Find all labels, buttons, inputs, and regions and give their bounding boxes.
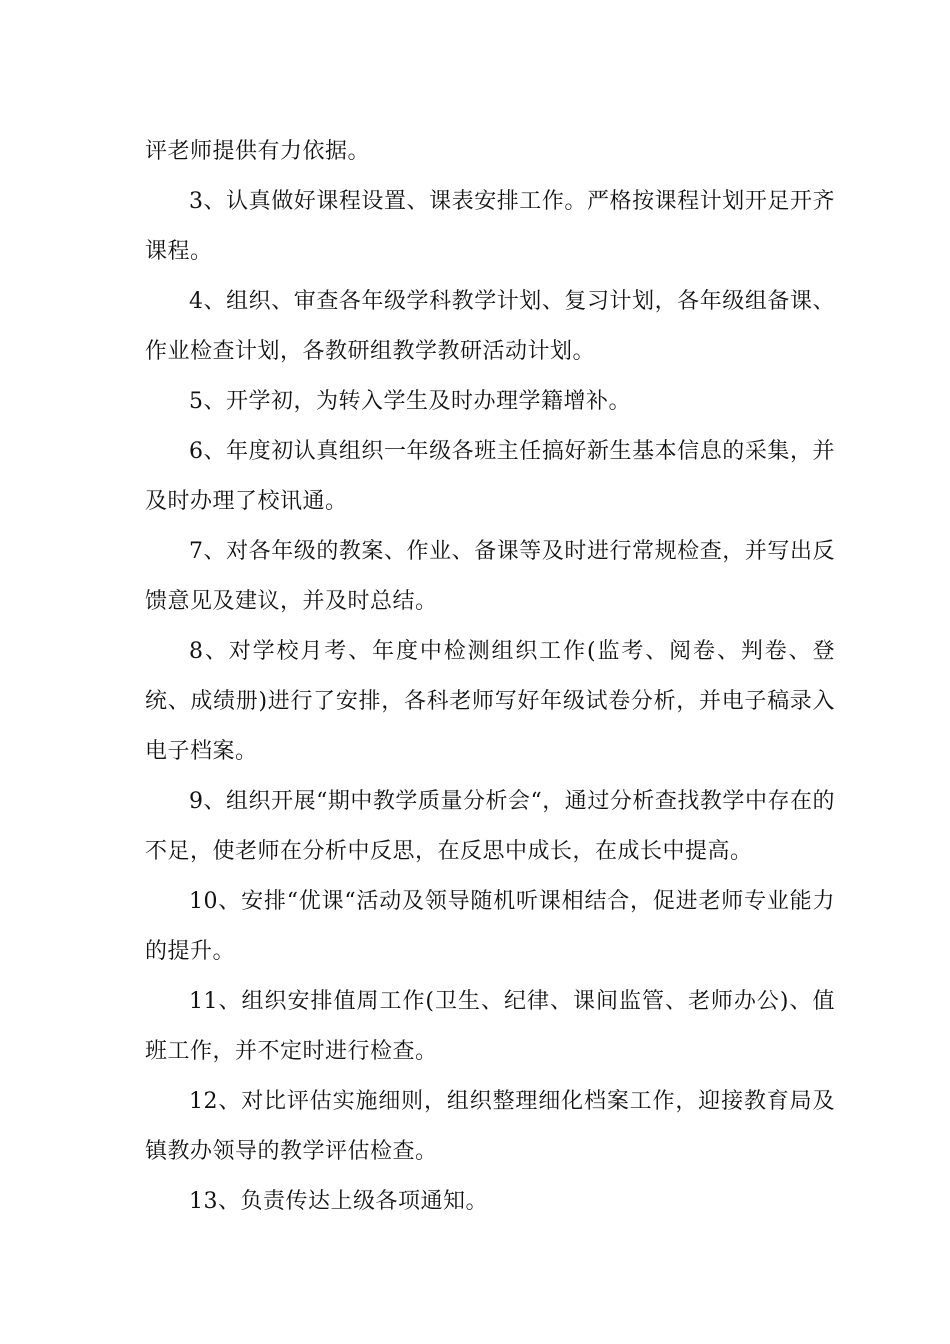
paragraph-item-6: 6、年度初认真组织一年级各班主任搞好新生基本信息的采集，并及时办理了校讯通。 [145,439,835,514]
paragraph-continuation: 评老师提供有力依据。 [145,139,371,164]
paragraph-item-9: 9、组织开展“期中教学质量分析会“，通过分析查找教学中存在的不足，使老师在分析中反思，在反思中成长，在成长中提高。 [145,789,835,864]
paragraph-item-4: 4、组织、审查各年级学科教学计划、复习计划，各年级组备课、作业检查计划，各教研组教学教研活动计划。 [145,289,835,364]
paragraph-item-10: 10、安排“优课“活动及领导随机听课相结合，促进老师专业能力的提升。 [145,889,835,964]
document-body [145,127,835,1227]
paragraph-item-12: 12、对比评估实施细则，组织整理细化档案工作，迎接教育局及镇教办领导的教学评估检查。 [145,1089,835,1164]
paragraph-item-11: 11、组织安排值周工作(卫生、纪律、课间监管、老师办公)、值班工作，并不定时进行检查。 [145,989,835,1064]
paragraph-item-3: 3、认真做好课程设置、课表安排工作。严格按课程计划开足开齐课程。 [145,189,835,264]
paragraph-item-13: 13、负责传达上级各项通知。 [189,1189,488,1214]
paragraph-item-7: 7、对各年级的教案、作业、备课等及时进行常规检查，并写出反馈意见及建议，并及时总结。 [145,539,835,614]
paragraph-item-5: 5、开学初，为转入学生及时办理学籍增补。 [189,389,631,414]
paragraph-item-8: 8、对学校月考、年度中检测组织工作(监考、阅卷、判卷、登统、成绩册)进行了安排，各科老师写好年级试卷分析，并电子稿录入电子档案。 [145,639,835,764]
